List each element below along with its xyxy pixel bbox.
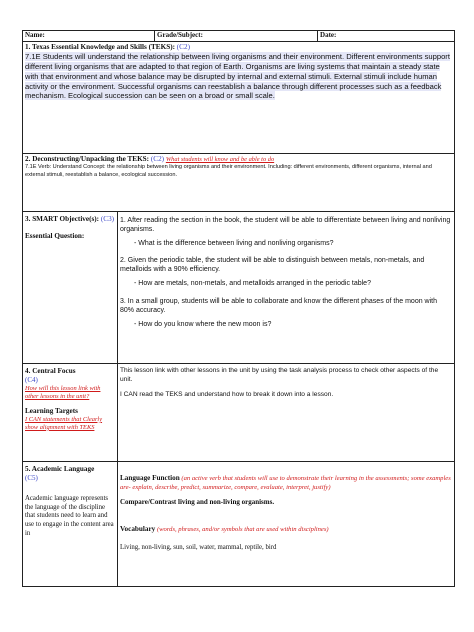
objective-2: 2. Given the periodic table, the student will be able to distinguish between metals, non-metals, and metalloids with a 90% efficiency. xyxy=(120,257,425,274)
section-focus-row xyxy=(23,364,455,462)
objective-1: 1. After reading the section in the book, the student will be able to differentiate between living and nonliving organisms. xyxy=(120,217,451,234)
focus-note: How will this lesson link with other lessons in the unit? xyxy=(25,384,101,400)
section-teks xyxy=(23,42,455,154)
date-field[interactable]: Date: xyxy=(318,31,455,42)
smart-heading xyxy=(25,215,115,224)
focus-text: This lesson link with other lessons in the unit by using the task analysis process to check other aspects of the unit. xyxy=(120,367,439,383)
section-teks-code: (C2) xyxy=(176,43,190,51)
unpacking-text: 7.1E Verb: Understand Concept: the relationship between living organisms and their environment. Including: different environments, different organisms, internal and external stimuli, reestablish a balance, ecological succession. xyxy=(25,164,432,178)
vocabulary-note: (words, phrases, and/or symbols that are used within disciplines) xyxy=(156,525,329,533)
language-function xyxy=(120,474,452,492)
section-smart-row xyxy=(23,212,455,364)
academic-language-description: Academic language represents the language of the discipline that students need to learn and use to engage in the content area in xyxy=(25,494,114,538)
section-focus-left xyxy=(23,364,118,462)
language-function-note: (an active verb that students will use to demonstrate their learning in the assessments; some examples are- explain, describe, predict, summarize, compare, evaluate, interpret, justify) xyxy=(120,475,451,491)
academic-language-title: 5. Academic Language xyxy=(25,465,95,473)
section-academic-content xyxy=(118,462,455,587)
name-field[interactable]: Name: xyxy=(23,31,155,42)
section-smart-content xyxy=(118,212,455,364)
section-smart-left xyxy=(23,212,118,364)
vocabulary xyxy=(120,525,452,534)
learning-target-text: I CAN read the TEKS and understand how to break it down into a lesson. xyxy=(120,390,334,398)
section-academic-language-row xyxy=(23,462,455,587)
focus-title: 4. Central Focus xyxy=(25,367,76,375)
section-focus-content xyxy=(118,364,455,462)
grade-subject-field[interactable]: Grade/Subject: xyxy=(155,31,318,42)
section-teks-title: 1. Texas Essential Knowledge and Skills (TEKS): xyxy=(25,43,175,51)
language-function-label: Language Function xyxy=(120,474,180,482)
header-row xyxy=(23,31,455,42)
lesson-plan-table xyxy=(22,30,455,587)
objective-3: 3. In a small group, students will be able to collaborate and know the different phases of the moon with 80% accuracy. xyxy=(120,297,438,314)
section-unpacking-code: (C2) xyxy=(150,155,165,163)
vocabulary-label: Vocabulary xyxy=(120,524,156,533)
essential-question-2: - How are metals, non-metals, and metalloids arranged in the periodic table? xyxy=(134,280,371,288)
language-function-text: Compare/Contrast living and non-living organisms. xyxy=(120,498,275,507)
section-unpacking xyxy=(23,154,455,212)
section-teks-heading xyxy=(25,42,452,52)
section-teks-row xyxy=(23,42,455,154)
teks-highlighted-text: 7.1E Students will understand the relationship between living organisms and their environment. Different environments support different living organisms that are adapted to that region of Earth. Organisms are living systems that maintain a steady state with that environment and whose balance may be disrupted by internal and external stimuli. External stimuli include human activity or the environment. Successful organisms can reestablish a balance through different processes such as a feedback mechanism. Ecological succession can be seen on a broad or small scale. xyxy=(25,52,450,101)
essential-question-1: - What is the difference between living and nonliving organisms? xyxy=(134,240,334,248)
focus-code: (C4) xyxy=(25,376,38,384)
lesson-plan-page xyxy=(22,30,454,587)
vocabulary-text: Living, non-living, sun, soil, water, mammal, reptile, bird xyxy=(120,544,277,552)
essential-question-label: Essential Question: xyxy=(25,232,85,240)
section-academic-left xyxy=(23,462,118,587)
smart-code: (C3) xyxy=(100,215,115,223)
section-unpacking-note: What students will know and be able to do xyxy=(165,156,275,163)
smart-title: 3. SMART Objective(s): xyxy=(25,215,100,223)
section-unpacking-title: 2. Deconstructing/Unpacking the TEKS: xyxy=(25,155,150,163)
learning-targets-note: I CAN statements that Clearly show alignment with TEKS xyxy=(25,415,103,431)
essential-question-3: - How do you know where the new moon is? xyxy=(134,320,272,328)
learning-targets-label: Learning Targets xyxy=(25,406,78,415)
academic-language-code: (C5) xyxy=(25,474,38,482)
section-unpacking-heading xyxy=(25,154,452,164)
teks-text xyxy=(25,52,452,101)
section-unpacking-row xyxy=(23,154,455,212)
